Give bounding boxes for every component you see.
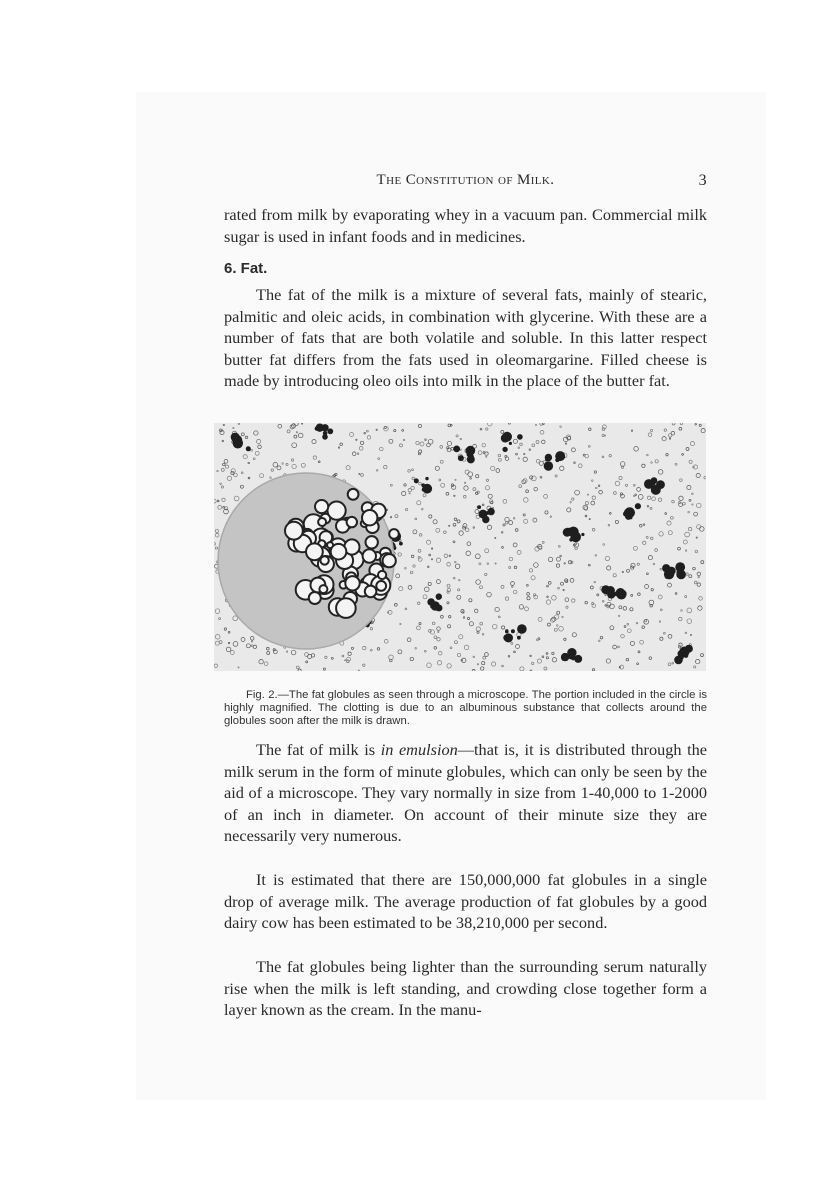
fat-globule [328,502,346,520]
clot-mark [555,451,565,461]
clot-mark [235,441,242,448]
section-heading: 6. Fat. [224,260,268,277]
fat-globule [285,522,303,540]
clot-mark [503,634,510,641]
paragraph-4-block [224,869,707,934]
clot-mark [652,482,655,485]
paragraph-3-block [224,739,707,847]
clot-mark [422,487,426,491]
clot-mark [517,624,527,634]
paragraph-2-block [224,284,707,392]
fat-globule [348,489,359,500]
fat-globule [345,576,359,590]
running-head: The Constitution of Milk. [376,172,555,188]
page-number: 3 [698,172,707,189]
clot-mark [570,532,581,543]
clot-mark [482,516,489,523]
clot-mark [477,505,481,509]
fat-globule [362,510,377,525]
clot-mark [467,451,474,458]
clot-mark [246,446,251,451]
micrograph-image [214,423,706,671]
clot-mark [675,562,685,572]
clot-mark [509,442,512,445]
fat-globule [376,581,386,591]
figure-caption-block [224,689,707,728]
clot-mark [486,511,490,515]
clot-mark [425,477,428,480]
paragraph-3-start: The fat of milk is [256,740,381,759]
fat-globule [319,585,327,593]
clot-mark [545,458,548,461]
clot-mark [501,434,510,443]
clot-mark [685,645,693,653]
clot-mark [635,503,641,509]
fat-globule [366,536,378,548]
fat-globule [363,549,376,562]
clot-mark [321,424,328,431]
paragraph-3 [224,739,707,847]
fat-globule [365,586,377,598]
fat-globule [383,554,396,567]
page-header [224,172,707,196]
clot-mark [517,636,521,640]
clot-mark [574,655,582,663]
clot-mark [517,434,523,440]
clot-mark [458,455,464,461]
fat-globule [318,518,326,526]
micrograph-figure [214,423,706,671]
paragraph-1-block [224,204,707,247]
paragraph-5-block [224,956,707,1021]
clot-mark [231,433,240,442]
fat-globule [315,500,328,513]
paragraph-2: The fat of the milk is a mixture of several fats, mainly of stearic, palmitic and oleic acids, in combination with glycerine. With these are a number of fats that are both volatile and soluble. In this latter respect butter fat differs from the fats used in oleomargarine. Filled cheese is made by introducing oleo oils into milk in the place of the butter fat. [224,285,707,391]
clot-mark [624,507,635,518]
clot-mark [399,542,403,546]
clot-mark [563,528,572,537]
emulsion-emphasis: in emulsion [380,740,458,759]
clot-mark [427,598,435,606]
clot-mark [511,629,515,633]
clot-mark [607,590,615,598]
clot-mark [436,593,442,599]
fat-globule [320,556,328,564]
fat-globule [378,571,386,579]
clot-mark [544,461,553,470]
paragraph-5: The fat globules being lighter than the surrounding serum naturally rise when the milk is left standing, and crowding close together form a layer known as the cream. In the manu- [224,957,707,1020]
fat-globule [331,544,347,560]
figure-caption: Fig. 2.—The fat globules as seen through a microscope. The portion included in the circle is highly magnified. The clotting is due to an albuminous substance that collects around the globules soon after the milk is drawn. [224,689,707,727]
paragraph-3-rest: —that is, it is distributed through the milk serum in the form of minute globules, which can only be seen by the aid of a microscope. They vary normally in size from 1-40,000 to 1-2000 of an inch in diameter. On account of their minute size they are necessarily very numerous. [224,740,707,846]
clot-mark [414,478,419,483]
clot-mark [651,485,661,495]
paragraph-4: It is estimated that there are 150,000,000 fat globules in a single drop of average milk. The average production of fat globules by a good dairy cow has been estimated to be 38,210,000 per second. [224,870,707,933]
paragraph-1: rated from milk by evaporating whey in a vacuum pan. Commercial milk sugar is used in infant foods and in medicines. [224,205,707,246]
fat-globule [347,517,357,527]
clot-mark [581,533,584,536]
clot-mark [505,630,509,634]
clot-mark [315,427,319,431]
clot-mark [323,431,328,436]
clot-mark [567,651,575,659]
fat-globule [336,598,356,618]
fat-globule [309,592,321,604]
fat-globule [389,529,399,539]
clot-mark [662,564,670,572]
clot-mark [679,654,684,659]
clot-mark [453,446,460,453]
clot-mark [502,447,507,452]
